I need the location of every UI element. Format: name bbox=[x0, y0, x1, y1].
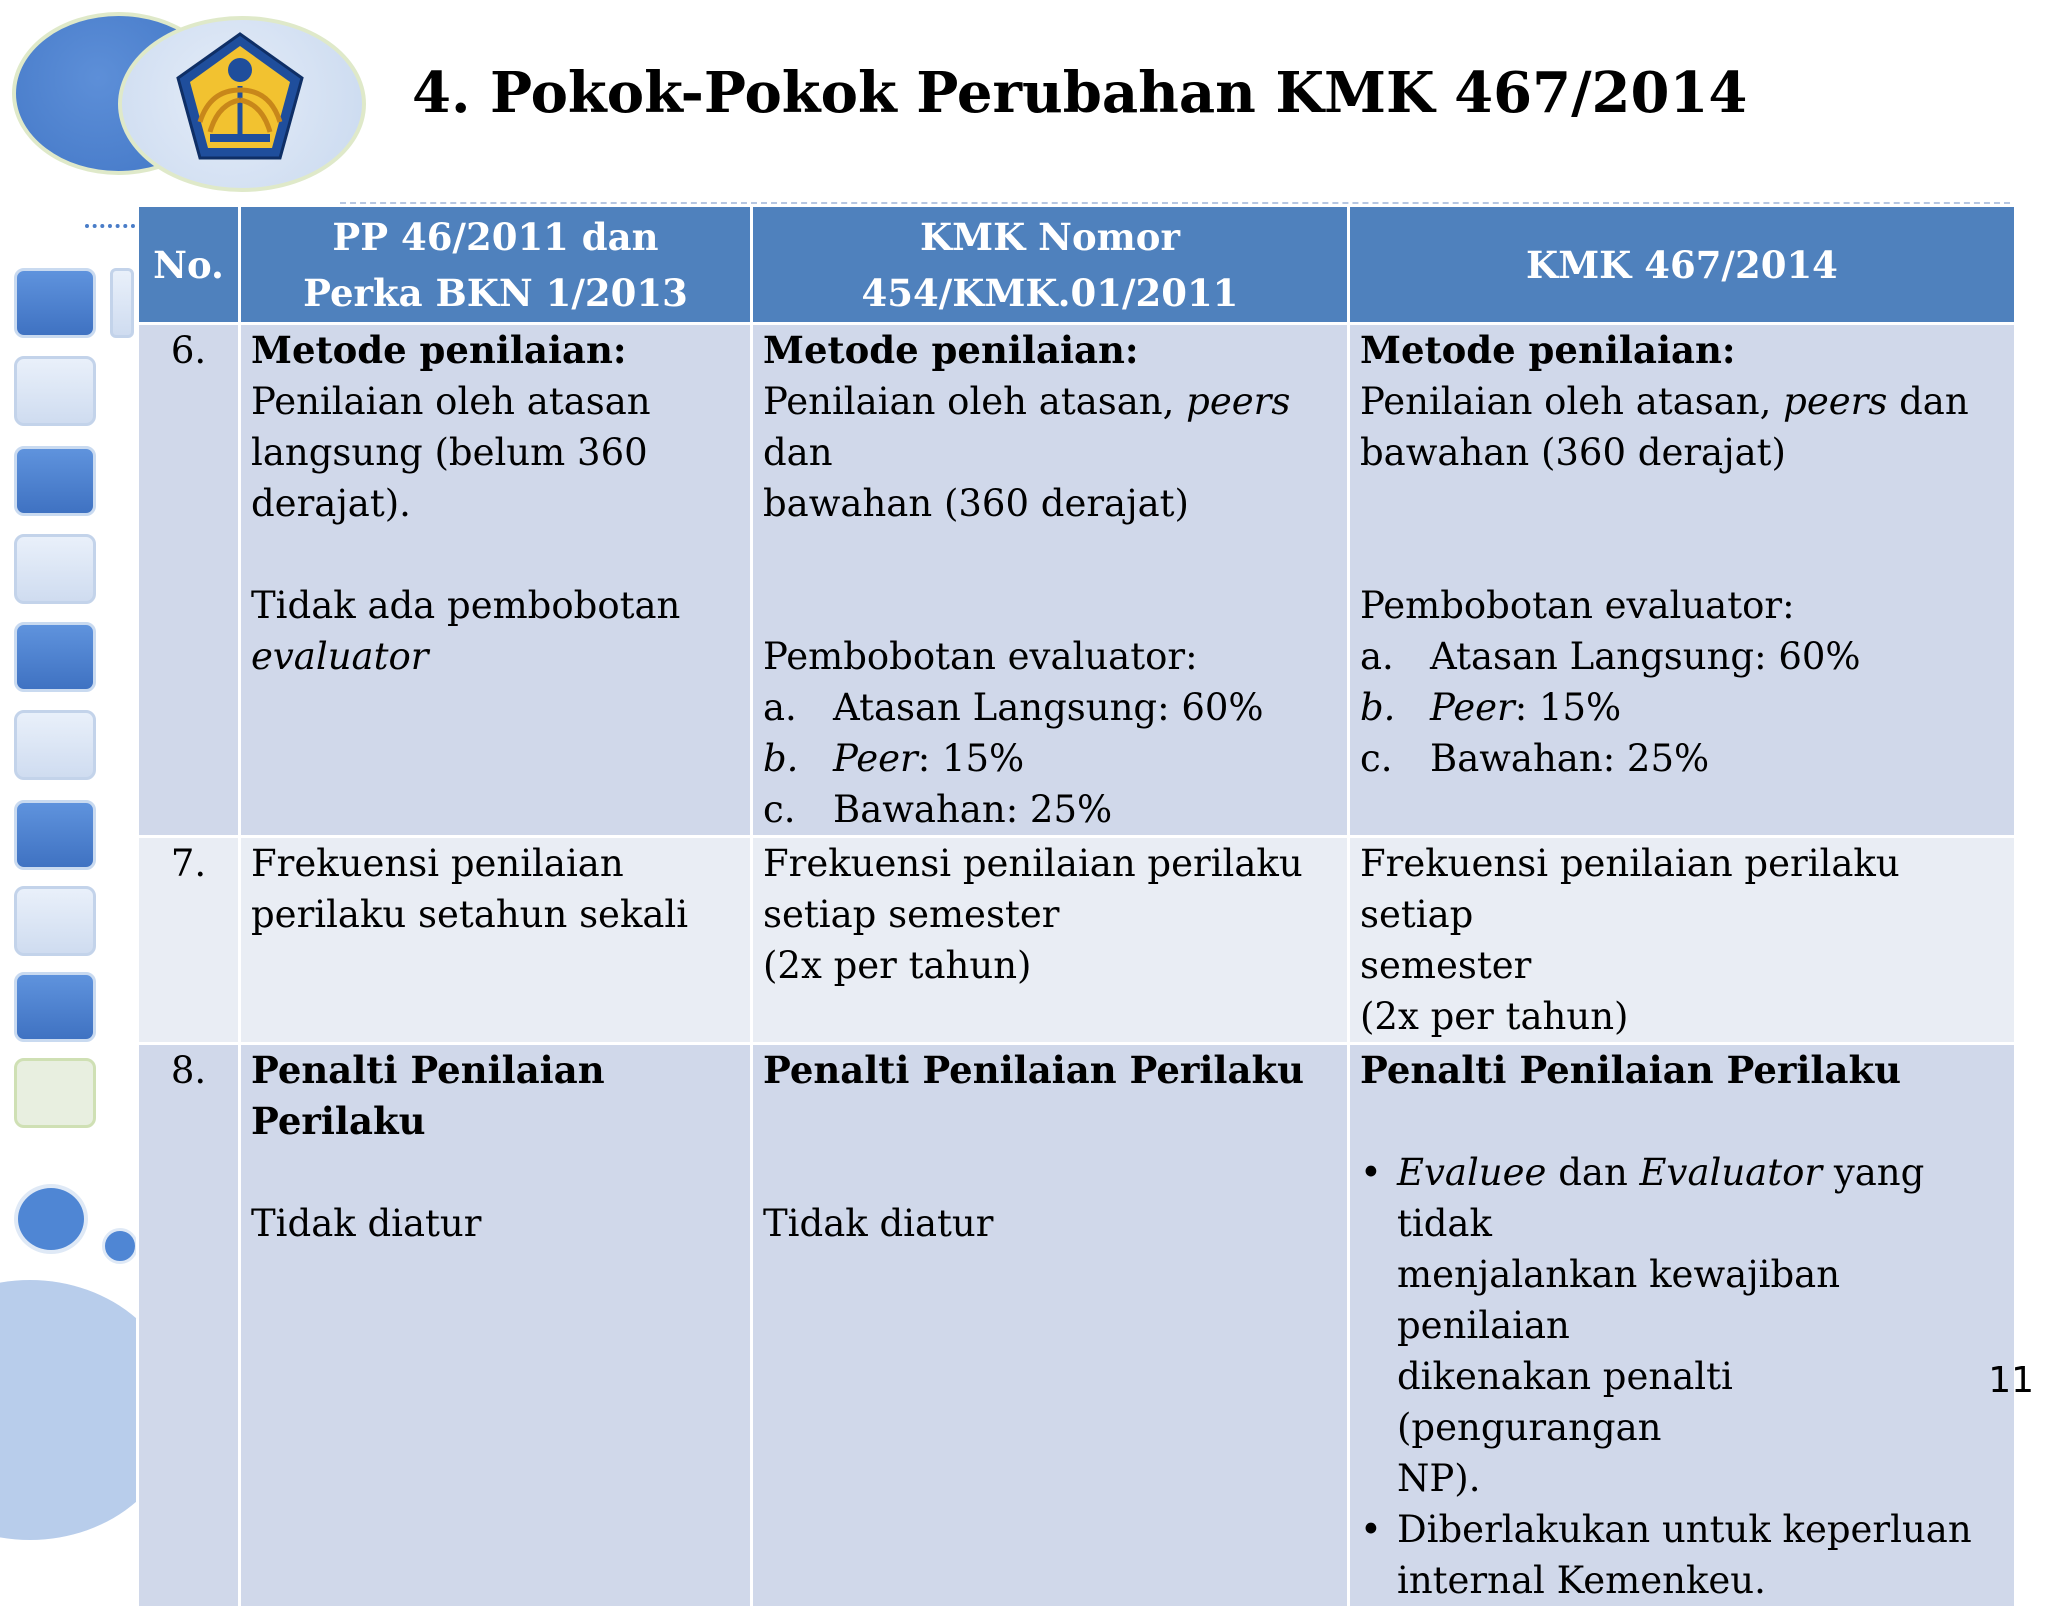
decorative-dot bbox=[102, 1228, 138, 1264]
decorative-square bbox=[14, 268, 96, 338]
decorative-square bbox=[14, 356, 96, 426]
decorative-square bbox=[14, 972, 96, 1042]
table-header-row bbox=[138, 206, 2016, 324]
header-no: No. bbox=[138, 206, 240, 324]
decorative-square bbox=[14, 710, 96, 780]
decorative-square bbox=[14, 446, 96, 516]
decorative-square bbox=[14, 800, 96, 870]
cell-col2: Metode penilaian: Penilaian oleh atasan, peers dan bawahan (360 derajat) Pembobotan evaluator: a. Atasan Langsung: 60% b. Peer: 15% c. Bawahan: 25% bbox=[752, 324, 1349, 837]
decorative-square bbox=[110, 268, 134, 338]
table-row bbox=[138, 837, 2016, 1044]
page-number: 11 bbox=[1988, 1360, 2034, 1401]
table-row bbox=[138, 1044, 2016, 1608]
cell-col2: Penalti Penilaian Perilaku Tidak diatur bbox=[752, 1044, 1349, 1608]
kemenkeu-logo bbox=[170, 30, 310, 170]
decorative-square bbox=[14, 622, 96, 692]
header-col2: KMK Nomor 454/KMK.01/2011 bbox=[752, 206, 1349, 324]
cell-col1: Metode penilaian: Penilaian oleh atasan langsung (belum 360 derajat). Tidak ada pembobotan evaluator bbox=[240, 324, 752, 837]
decorative-dotted-line bbox=[85, 224, 135, 228]
decorative-dot bbox=[14, 1184, 88, 1254]
cell-col3: Frekuensi penilaian perilaku setiap semester (2x per tahun) bbox=[1349, 837, 2016, 1044]
bullet-item: • Evaluee dan Evaluator yang tidak menjalankan kewajiban penilaian dikenakan penalti (pengurangan NP). bbox=[1360, 1151, 1925, 1500]
header-col1: PP 46/2011 dan Perka BKN 1/2013 bbox=[240, 206, 752, 324]
cell-col1: Penalti Penilaian Perilaku Tidak diatur bbox=[240, 1044, 752, 1608]
bullet-item: • Diberlakukan untuk keperluan internal Kemenkeu. bbox=[1360, 1508, 1972, 1602]
row-number: 8. bbox=[138, 1044, 240, 1608]
cell-col2: Frekuensi penilaian perilaku setiap semester (2x per tahun) bbox=[752, 837, 1349, 1044]
row-number: 6. bbox=[138, 324, 240, 837]
cell-col3: Metode penilaian: Penilaian oleh atasan, peers dan bawahan (360 derajat) Pembobotan evaluator: a. Atasan Langsung: 60% b. Peer: 15% c. Bawahan: 25% bbox=[1349, 324, 2016, 837]
slide-title: 4. Pokok-Pokok Perubahan KMK 467/2014 bbox=[412, 60, 1748, 126]
cell-col3: Penalti Penilaian Perilaku • Evaluee dan Evaluator yang tidak menjalankan kewajiban penilaian dikenakan penalti (pengurangan NP). • Diberlakukan untuk keperluan internal Kemenkeu. bbox=[1349, 1044, 2016, 1608]
cell-col1: Frekuensi penilaian perilaku setahun sekali bbox=[240, 837, 752, 1044]
decorative-square bbox=[14, 1058, 96, 1128]
table-row bbox=[138, 324, 2016, 837]
decorative-square bbox=[14, 886, 96, 956]
header-col3: KMK 467/2014 bbox=[1349, 206, 2016, 324]
comparison-table bbox=[136, 204, 2017, 1609]
decorative-square bbox=[14, 534, 96, 604]
row-number: 7. bbox=[138, 837, 240, 1044]
